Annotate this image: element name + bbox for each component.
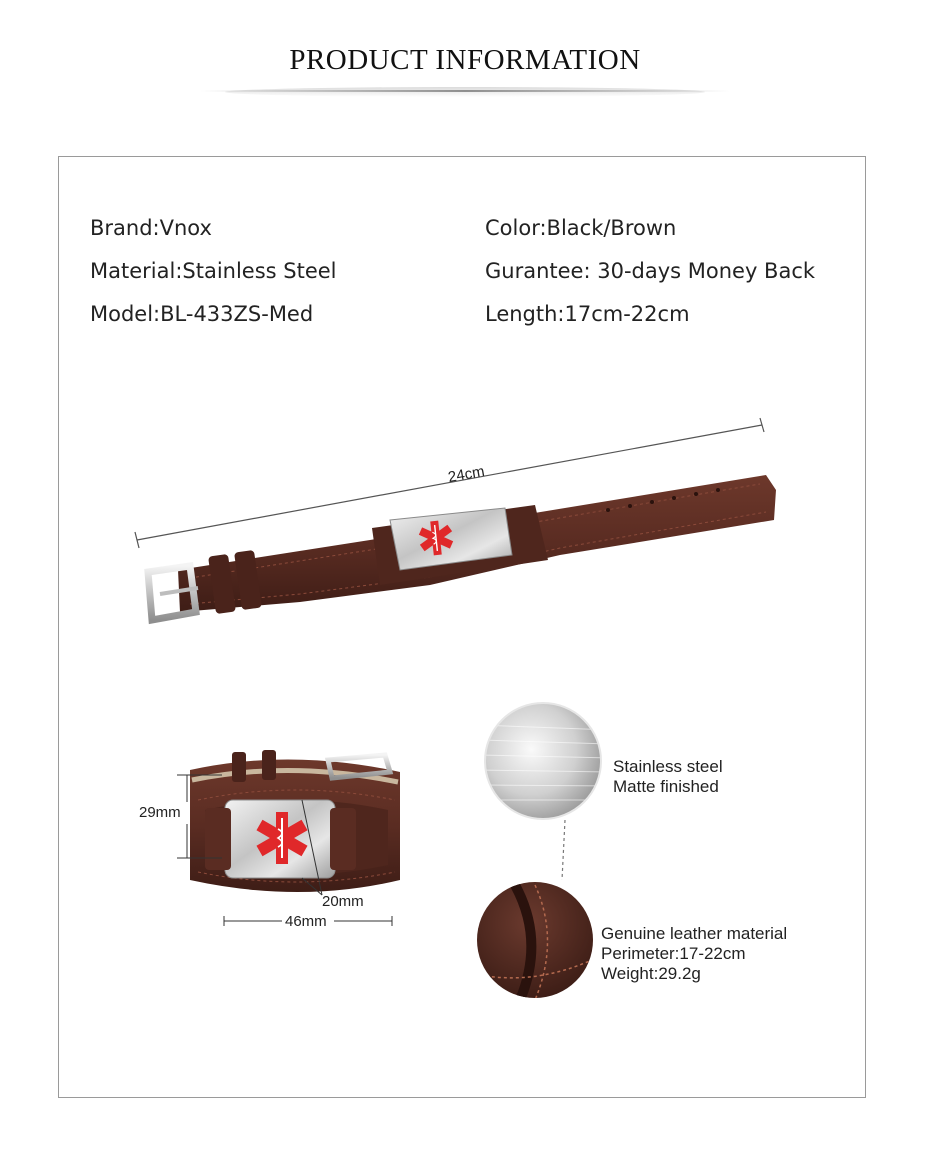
steel-note-line2: Matte finished [613, 777, 719, 796]
bracelet-cuff-view [190, 750, 400, 892]
leather-note-line2: Perimeter:17-22cm [601, 944, 746, 963]
spec-guarantee: Gurantee: 30-days Money Back [485, 259, 816, 283]
length-label: 24cm [446, 462, 486, 487]
bracelet-strap-full [148, 475, 776, 620]
leather-detail-circle [477, 882, 593, 1000]
plate-width-label: 20mm [322, 893, 364, 910]
leather-note-line1: Genuine leather material [601, 924, 788, 943]
cuff-width-label: 46mm [285, 913, 327, 930]
leather-note-line3: Weight:29.2g [601, 964, 701, 983]
height-label: 29mm [139, 804, 181, 821]
spec-brand: Brand:Vnox [90, 216, 212, 240]
steel-detail-circle [480, 703, 610, 819]
spec-color: Color:Black/Brown [485, 216, 677, 240]
connector-dashed-line [562, 820, 565, 880]
steel-note-line1: Stainless steel [613, 757, 723, 776]
page-title: PRODUCT INFORMATION [289, 44, 641, 76]
spec-length: Length:17cm-22cm [485, 302, 690, 326]
spec-model: Model:BL-433ZS-Med [90, 302, 314, 326]
spec-material: Material:Stainless Steel [90, 259, 337, 283]
